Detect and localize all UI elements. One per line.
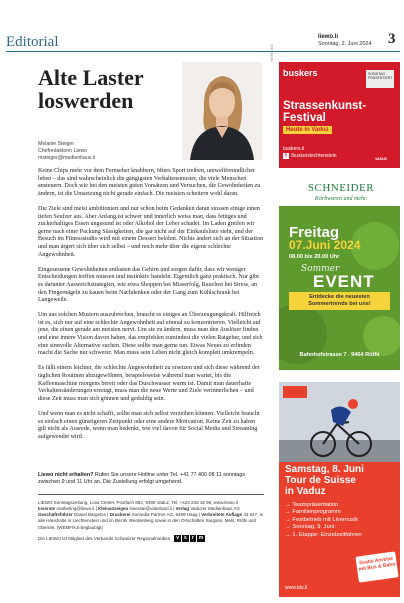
vsrm-logo: v s r m [176, 534, 204, 541]
vaduz-logo: VADUZ [375, 157, 388, 161]
advertising-label: WERBUNG [270, 43, 274, 62]
header-rule [6, 51, 400, 52]
footer-rule [38, 494, 264, 495]
delivery-notice-text: Rufen Sie unsere Hotline unter Tel. +41 77 400 08 11 sonntags zwischen 9 und 11 Uhr an. Die Zustellung erfolgt umgehend. [38, 472, 246, 485]
issue-date: Sonntag, 2. Juni 2024 [318, 41, 372, 47]
article-paragraph: Es fällt einem leichter, die schlechte Angewohnheit zu ersetzen und sich diese während der täglichen Routinen abzugewöhnen, beispielsweise während man wartet, bis die Kaffeemaschine morgens bereit oder das Duschwasser warm ist. Damit man dauerhafte Verhaltensänderungen erzeugt, muss man die neue Werte und Ziele verinnerlichen – und diese Zeit muss man sich gönnen und geduldig sein. [38, 365, 260, 402]
article-headline: Alte Laster loswerden [38, 65, 144, 113]
imprint [38, 500, 264, 531]
schneider-logo: SCHNEIDER [307, 182, 375, 194]
ad-buskers-festival[interactable] [279, 62, 400, 168]
page-footer [38, 472, 264, 542]
membership-line [38, 535, 264, 542]
imprint-address: LIEWO Sonntagszeitung, Lova Center, Postfach 884, 9490 Vaduz, Tel. +423 236 16 96, www.liewo.li [38, 499, 238, 505]
page-number: 3 [388, 31, 396, 47]
list-item: → Sonntag, 9. Juni: [285, 524, 362, 531]
free-transport-badge: Gratis Anreise mit Bus & Bahn [355, 551, 398, 582]
ad3-program-list [285, 502, 362, 539]
page-header [0, 0, 404, 52]
article-paragraph: Und wenn man es nicht schafft, sollte man sich selbst verzeihen können. Vielleicht braucht es einfach einen günstigeren Zeitpunkt oder eine andere Motivation. Keine Zeit zu haben gilt nicht als Ausrede, wenn man bedenkt, wie viel davon für Social Media und Streaming aufgewendet wird. [38, 411, 260, 440]
ad3-title: Samstag, 8. Juni Tour de Suisse in Vaduz [285, 464, 364, 497]
article-paragraph: Die Ziele sind meist ambitioniert und nur schon beim Gedanken daran stossen einige einen tiefen Seufzer aus. Aber Anfang ist schwer und innerlich weiss man, dass fettiges und zuckerhaltiges Essen ungesund ist oder Alkohol der Leber schadet. Im Laden greifen wir gerne nach einer Packung Süssigkeiten, die gar nicht auf der Einkaufsliste steht, und der Besuch im Fitnessstudio wird mit einem Dessert belohnt. Nichts ändert sich an der Situation und man ärgert sich über sich selbst – und noch mehr über die eigene schlechte Angewohnheit. [38, 205, 264, 258]
delivery-notice-title: Liewo nicht erhalten? [38, 472, 94, 478]
event-label: EVENT [313, 272, 375, 291]
ad1-links [283, 146, 337, 160]
facebook-icon: f [283, 153, 289, 159]
schneider-tagline: Körbwaren und mehr. [314, 196, 368, 202]
article-paragraph: Keine Chips mehr vor dem Fernseher knabbern, öfters Sport treiben, umweltfreundlicher leben – das sind wahrscheinlich die gängigsten Verhaltensmuster, die viele Menschen ansteuern. Doch wie bei den meisten guten Vorsätzen und Versuchen, die Gewohnheiten zu ändern, ist die Umsetzung nicht gerade einfach. Die meisten scheitern wohl daran. [38, 168, 261, 197]
event-date: 07.Juni 2024 [289, 238, 361, 252]
event-day: Freitag [289, 224, 340, 241]
list-item: → Teampräsentation [285, 502, 362, 509]
store-address: Bahnhofstrasse 7 . 9464 Rüthi [299, 352, 380, 358]
section-title: Editorial [6, 34, 59, 50]
event-banner: Entdecke die neuesten Sommertrends bei uns! [289, 292, 390, 310]
author-name: Melanie Steiger [38, 141, 75, 147]
ad1-subtitle: Heute in Vaduz [283, 126, 332, 134]
imprint-details: Geschäftsführer Daniel Bargetze | Druckerei Somedia Partner AG, 9469 Haag | Verbreitete Auflage 43 647, in alle Haushalte in Liechtenstein und im Bezirk Werdenberg sowie in den Ortschaften Sargans, Mels, Rüthi und Oberriet. (WEMF/KS-beglaubigt) [38, 512, 264, 530]
author-email[interactable]: msteiger@medienhaus.li [38, 155, 96, 161]
sponsor-badge: SONNTAG PRÄSENTIERT [366, 70, 394, 88]
ad-tour-de-suisse[interactable] [279, 382, 400, 597]
cyclist-photo [279, 382, 400, 462]
ad1-social[interactable]: f /buskerslechtenstein [283, 153, 337, 160]
list-item: → Festbetrieb mit Livemusik [285, 517, 362, 524]
ad1-title: Strassenkunst- Festival [283, 100, 367, 124]
article-paragraph: Eingesessene Gewohnheiten entlasten das Gehirn und sorgen dafür, dass wir weniger Entscheidungen treffen müssen und instinktiv handeln. Eigentlich ganz praktisch. Nur gibt es darunter Ausweichstrategien, wie etwa Shoppen bei Misserfolg, Rauchen bei Stress, an den Fingernägeln zu kauen beim Nachdenken oder der Gang zum Kühlschrank bei Langeweile. [38, 266, 259, 304]
list-item: → 1. Etappe: Einzelzeitfahren [285, 532, 362, 539]
author-role: Chefredaktorin Liewo [38, 148, 88, 154]
ad3-url[interactable]: www.tds.li [285, 585, 308, 591]
list-item: → Familienprogramm [285, 509, 362, 516]
author-photo [182, 62, 262, 160]
ad1-site[interactable]: buskers.li [283, 146, 305, 152]
author-byline [38, 141, 95, 162]
site-name: liewo.li [318, 34, 339, 40]
article-body [38, 168, 264, 449]
buskers-logo: buskers [283, 68, 318, 78]
delivery-notice [38, 472, 264, 486]
event-summer-label: Sommer [301, 264, 340, 274]
ad-schneider-event[interactable] [279, 180, 400, 370]
article-paragraph: Um aus solchen Mustern auszubrechen, braucht es einiges an Überzeugungskraft. Hilfreich ist es, sich nur auf eine schlechte Angewohnheit auf einmal zu konzentrieren. Vielleicht auf jene, die einen gerade am meisten nervt. Um sie zu ändern, muss man den Auslöser finden und eine innere Vision davon haben, das empfehlen zumindest die vielen Ratgeber, und sich eine sinnvolle Alternative suchen. Diese sollte man gerne tun. Etwas Neues zu erfinden macht die Sache nur schwerer. Man muss sein Leben nicht gleich komplett umkrempeln. [38, 312, 263, 357]
event-time: 08.00 bis 20.00 Uhr [289, 254, 340, 260]
imprint-contacts: Inserate marketing@liewo.li | Kleinanzeigen inserate@vaterland.li | Verlag Vaduzer Medienhaus AG [38, 506, 241, 511]
membership-text: Die LIEWO ist Mitglied des Verbands Schweizer Regionalmedien [38, 535, 171, 541]
